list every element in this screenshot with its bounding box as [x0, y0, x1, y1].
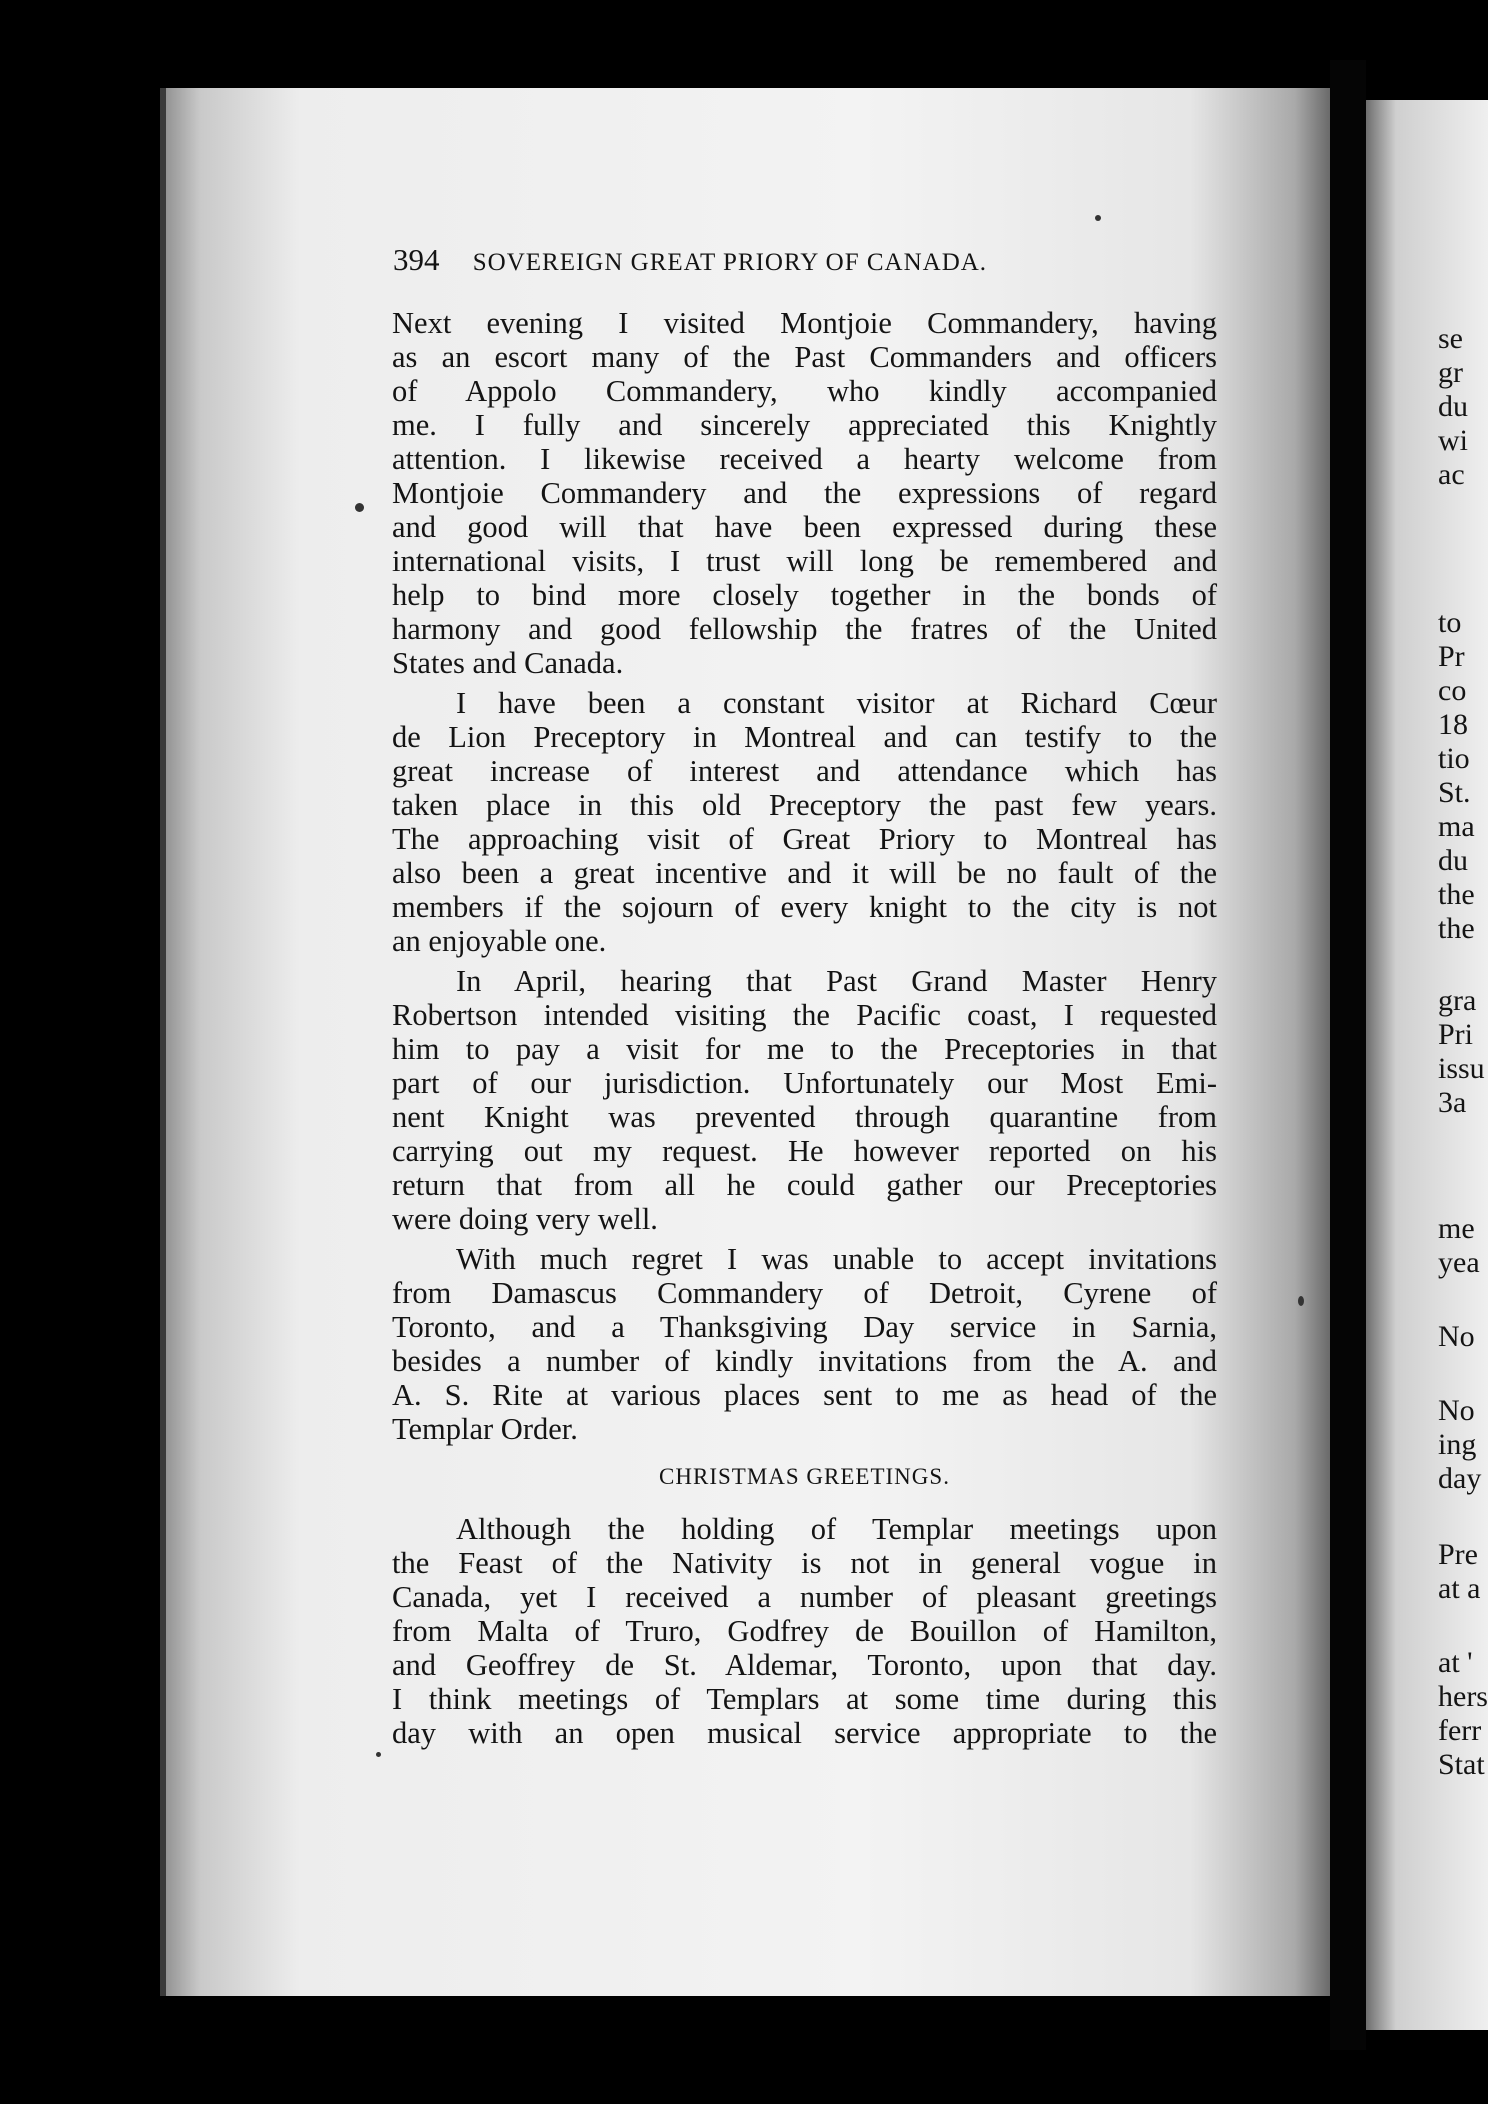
- facing-fragment: ma: [1438, 810, 1475, 843]
- text-line: also been a great incentive and it will be no fault of the: [392, 856, 1217, 890]
- text-line: In April, hearing that Past Grand Master Henry: [456, 964, 1217, 998]
- ink-speck: [355, 503, 364, 512]
- text-line: the Feast of the Nativity is not in general vogue in: [392, 1546, 1217, 1580]
- facing-fragment: Pri: [1438, 1018, 1474, 1051]
- text-line: international visits, I trust will long be remembered and: [392, 544, 1217, 578]
- text-line: members if the sojourn of every knight to the city is not: [392, 890, 1217, 924]
- facing-fragment: Pre: [1438, 1538, 1478, 1571]
- text-line: and good will that have been expressed during these: [392, 510, 1217, 544]
- facing-fragment: tio: [1438, 742, 1470, 775]
- facing-fragment: day: [1438, 1462, 1482, 1495]
- text-line: I have been a constant visitor at Richard Cœur: [456, 686, 1217, 720]
- text-line: Robertson intended visiting the Pacific coast, I requested: [392, 998, 1217, 1032]
- facing-fragment: ac: [1438, 458, 1465, 491]
- facing-fragment: wi: [1438, 424, 1468, 457]
- text-line: besides a number of kindly invitations from the A. and: [392, 1344, 1217, 1378]
- text-line: as an escort many of the Past Commanders and officers: [392, 340, 1217, 374]
- text-line: return that from all he could gather our Preceptories: [392, 1168, 1217, 1202]
- text-line: me. I fully and sincerely appreciated this Knightly: [392, 408, 1217, 442]
- facing-fragment: St.: [1438, 776, 1471, 809]
- facing-fragment: the: [1438, 878, 1475, 911]
- facing-fragment: yea: [1438, 1246, 1480, 1279]
- text-line: nent Knight was prevented through quarantine from: [392, 1100, 1217, 1134]
- text-line: part of our jurisdiction. Unfortunately our Most Emi-: [392, 1066, 1217, 1100]
- text-line: from Damascus Commandery of Detroit, Cyrene of: [392, 1276, 1217, 1310]
- facing-fragment: hers: [1438, 1680, 1488, 1713]
- text-line: States and Canada.: [392, 646, 624, 680]
- paragraph: [392, 1242, 1217, 1446]
- text-line: great increase of interest and attendance which has: [392, 754, 1217, 788]
- page-edge-shadow: [160, 88, 166, 1996]
- facing-fragment: 18: [1438, 708, 1468, 741]
- page-body: [392, 306, 1217, 1750]
- facing-fragment: du: [1438, 390, 1468, 423]
- text-line: attention. I likewise received a hearty welcome from: [392, 442, 1217, 476]
- book-gutter: [1330, 60, 1366, 2050]
- text-line: from Malta of Truro, Godfrey de Bouillon of Hamilton,: [392, 1614, 1217, 1648]
- text-line: harmony and good fellowship the fratres of the United: [392, 612, 1217, 646]
- facing-fragment: at a: [1438, 1572, 1481, 1605]
- text-line: were doing very well.: [392, 1202, 658, 1236]
- facing-page-text: [1438, 0, 1488, 2104]
- paragraph: [392, 306, 1217, 680]
- text-line: him to pay a visit for me to the Preceptories in that: [392, 1032, 1217, 1066]
- text-line: I think meetings of Templars at some time during this: [392, 1682, 1217, 1716]
- text-line: taken place in this old Preceptory the past few years.: [392, 788, 1217, 822]
- text-line: Montjoie Commandery and the expressions of regard: [392, 476, 1217, 510]
- ink-speck: [376, 1752, 381, 1757]
- facing-fragment: 3a: [1438, 1086, 1467, 1119]
- text-line: Although the holding of Templar meetings upon: [456, 1512, 1217, 1546]
- facing-fragment: No: [1438, 1394, 1475, 1427]
- facing-fragment: issu: [1438, 1052, 1485, 1085]
- text-line: Templar Order.: [392, 1412, 578, 1446]
- text-line: Canada, yet I received a number of pleasant greetings: [392, 1580, 1217, 1614]
- text-line: Toronto, and a Thanksgiving Day service in Sarnia,: [392, 1310, 1217, 1344]
- paragraph: [392, 686, 1217, 958]
- facing-fragment: Pr: [1438, 640, 1465, 673]
- facing-fragment: the: [1438, 912, 1475, 945]
- facing-fragment: du: [1438, 844, 1468, 877]
- text-line: The approaching visit of Great Priory to Montreal has: [392, 822, 1217, 856]
- text-line: and Geoffrey de St. Aldemar, Toronto, upon that day.: [392, 1648, 1217, 1682]
- facing-fragment: No: [1438, 1320, 1475, 1353]
- facing-fragment: me: [1438, 1212, 1475, 1245]
- paragraph: [392, 964, 1217, 1236]
- text-line: day with an open musical service appropriate to the: [392, 1716, 1217, 1750]
- running-head: [393, 242, 1223, 278]
- facing-fragment: co: [1438, 674, 1467, 707]
- text-line: help to bind more closely together in the bonds of: [392, 578, 1217, 612]
- text-line: A. S. Rite at various places sent to me as head of the: [392, 1378, 1217, 1412]
- text-line: an enjoyable one.: [392, 924, 607, 958]
- facing-fragment: at ': [1438, 1646, 1473, 1679]
- ink-speck: [1298, 1296, 1304, 1306]
- running-title: SOVEREIGN GREAT PRIORY OF CANADA.: [472, 249, 988, 276]
- facing-fragment: gra: [1438, 984, 1477, 1017]
- ink-speck: [1095, 215, 1101, 221]
- text-line: carrying out my request. He however reported on his: [392, 1134, 1217, 1168]
- facing-fragment: ing: [1438, 1428, 1477, 1461]
- text-line: de Lion Preceptory in Montreal and can testify to the: [392, 720, 1217, 754]
- section-heading: CHRISTMAS GREETINGS.: [659, 1464, 950, 1489]
- facing-fragment: se: [1438, 322, 1463, 355]
- facing-fragment: to: [1438, 606, 1462, 639]
- text-line: With much regret I was unable to accept invitations: [456, 1242, 1217, 1276]
- paragraph: [392, 1512, 1217, 1750]
- facing-fragment: gr: [1438, 356, 1463, 389]
- page-number: 394: [393, 242, 440, 277]
- facing-fragment: ferr: [1438, 1714, 1482, 1747]
- facing-fragment: Stat: [1438, 1748, 1485, 1781]
- text-line: of Appolo Commandery, who kindly accompanied: [392, 374, 1217, 408]
- text-line: Next evening I visited Montjoie Commandery, having: [392, 306, 1217, 340]
